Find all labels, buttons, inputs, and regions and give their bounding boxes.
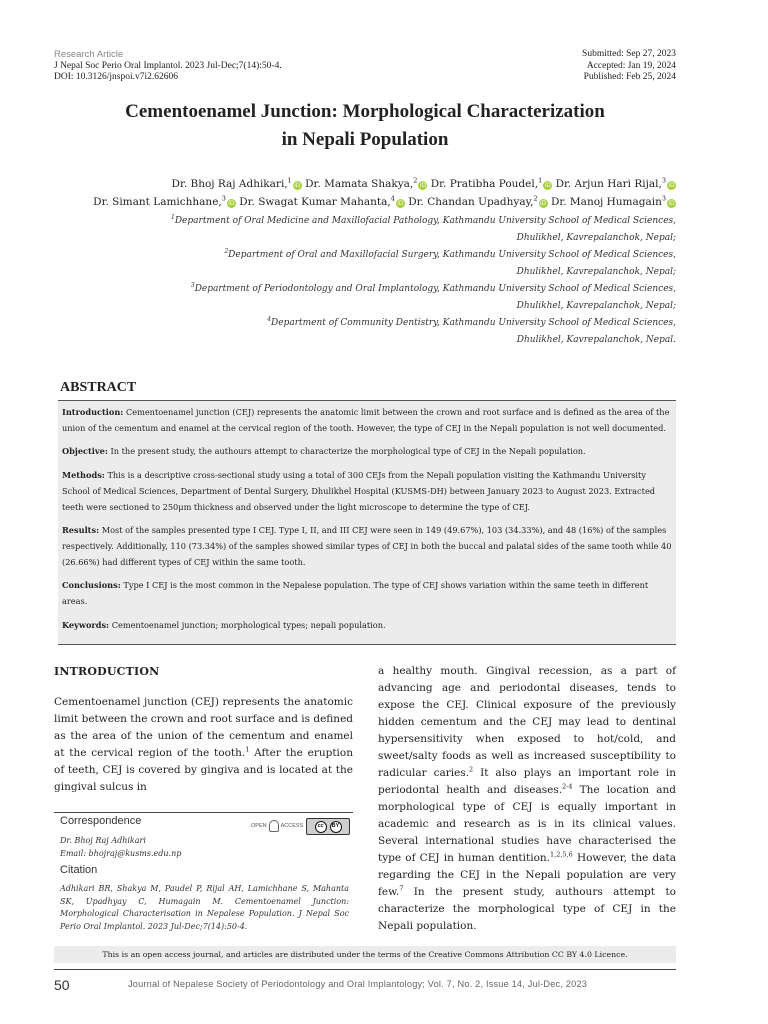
affiliation-list: [56, 213, 676, 349]
footer-divider: [54, 969, 676, 970]
reference-link[interactable]: 7: [399, 884, 404, 893]
journal-footer: Journal of Nepalese Society of Periodontology and Oral Implantology; Vol. 7, No. 2, Issue 14, Jul-Dec, 2023: [128, 979, 588, 989]
author: Dr. Swagat Kumar Mahanta,$^4$iD: [239, 194, 404, 208]
dates: [582, 49, 676, 84]
submitted-date: Submitted: Sep 27, 2023: [582, 49, 676, 59]
orcid-icon[interactable]: iD: [397, 200, 404, 207]
article-type: Research Article: [54, 49, 124, 60]
author-list: [26, 175, 676, 211]
author: Dr. Mamata Shakya,$^2$iD: [305, 176, 427, 190]
reference-link[interactable]: 1: [245, 745, 250, 754]
correspondence-email[interactable]: Email: bhojraj@kusms.edu.np: [60, 849, 182, 858]
title-line-1: Cementoenamel Junction: Morphological Characterization: [125, 101, 605, 122]
citation-line: J Nepal Soc Perio Oral Implantol. 2023 Jul-Dec;7(14):50-4.: [54, 60, 282, 71]
orcid-icon[interactable]: iD: [668, 182, 675, 189]
introduction-heading: INTRODUCTION: [54, 665, 160, 678]
by-icon: BY: [330, 821, 342, 833]
author: Dr. Chandan Upadhyay,$^2$iD: [408, 194, 547, 208]
abstract-methods: Methods: This is a descriptive cross-sectional study using a total of 300 CEJs from the Nepali population visiting the Kathmandu University School of Medical Sciences, Department of Dental Surgery, Dhulikhel Hospital (KUSMS-DH) between January 2023 to August 2023. Extracted teeth were sectioned to 250μm thickness and observed under the light microscope to determine the type of CEJ.: [62, 470, 656, 512]
intro-right-column: a healthy mouth. Gingival recession, as a part of advancing age and periodontal diseases, tends to expose the CEJ. Clinical exposure of the previously hidden cementum and the CEJ may lead to dentinal hypersensitivity when exposed to hot/cold, and sweet/salty foods as well as increased susceptibility to radicular caries.$^2$ It also plays an important role in periodontal health and diseases.$^{2-4}$ The location and morphological type of CEJ is equally important in academic and research as is in its clinical values. Several international studies have characterised the type of CEJ in human dentition.$^{1,2,5,6}$ However, the data regarding the CEJ in the Nepali population are very few.$^7$ In the present study, authours attempt to characterize the morphological type of CEJ in the Nepali population.: [378, 665, 676, 932]
abstract-heading: ABSTRACT: [60, 380, 137, 395]
orcid-icon[interactable]: iD: [294, 182, 301, 189]
citation-text: Adhikari BR, Shakya M, Paudel P, Rijal AH, Lamichhane S, Mahanta SK, Upadhyay C, Humagain M. Cementoenamel Junction: Morphological Characterisation in Nepalese Population. J Nepal Soc Perio Oral Implantol. 2023 Jul-Dec;7(14):50-4.: [60, 884, 349, 931]
abstract-box: [58, 400, 676, 645]
author: Dr. Pratibha Poudel,$^1$iD: [430, 176, 551, 190]
orcid-icon[interactable]: iD: [539, 200, 547, 207]
correspondence-details: [60, 834, 181, 860]
orcid-icon[interactable]: iD: [419, 182, 427, 189]
cc-icon: cc: [315, 821, 327, 833]
correspondence-name: Dr. Bhoj Raj Adhikari: [60, 836, 146, 845]
abstract-objective: Objective: In the present study, the authours attempt to characterize the morphological type of CEJ in the Nepali population.: [62, 446, 586, 457]
correspondence-heading: Correspondence: [60, 815, 142, 827]
open-access-badge: OPEN ACCESS: [251, 820, 303, 832]
author: Dr. Arjun Hari Rijal,$^3$iD: [555, 176, 675, 190]
doi[interactable]: DOI: 10.3126/jnspoi.v7i2.62606: [54, 72, 179, 82]
abstract-conclusions: Conclusions: Type I CEJ is the most common in the Nepalese population. The type of CEJ shows variation within the same teeth in different areas.: [62, 580, 649, 607]
published-date: Published: Feb 25, 2024: [583, 72, 676, 82]
correspondence-divider: [54, 812, 353, 813]
open-lock-icon: [269, 820, 279, 832]
author: Dr. Manoj Humagain$^3$iD: [550, 194, 675, 208]
abstract-keywords: Keywords: Cementoenamel junction; morphological types; nepali population.: [62, 619, 386, 630]
intro-left-column: Cementoenamel junction (CEJ) represents the anatomic limit between the crown and root surface and is defined as the area of the union of the cementum and enamel at the cervical region of the tooth.$^1$ After the eruption of teeth, CEJ is covered by gingiva and is located at the gingival sulcus in: [54, 696, 353, 793]
paper-title: [60, 98, 670, 154]
reference-link[interactable]: 2: [469, 765, 474, 774]
page-number: 50: [54, 977, 70, 993]
license-notice: This is an open access journal, and articles are distributed under the terms of the Creative Commons Attribution CC BY 4.0 Licence.: [54, 946, 676, 963]
article-meta: [54, 49, 282, 84]
orcid-icon[interactable]: iD: [668, 200, 675, 207]
abstract-results: Results: Most of the samples presented type I CEJ. Type I, II, and III CEJ were seen in 149 (49.67%), 103 (34.33%), and 48 (16%) of the samples respectively. Additionally, 110 (73.34%) of the samples showed similar types of CEJ in both the buccal and palatal sides of the same tooth while 40 (26.66%) had different types of CEJ within the same tooth.: [62, 525, 672, 567]
affiliation: $^3$Department of Periodontology and Oral Implantology, Kathmandu University School of Medical Sciences, Dhulikhel, Kavrepalanchok, Nepal;: [190, 282, 676, 311]
accepted-date: Accepted: Jan 19, 2024: [586, 60, 676, 71]
affiliation: $^1$Department of Oral Medicine and Maxillofacial Pathology, Kathmandu University School of Medical Sciences, Dhulikhel, Kavrepalanchok, Nepal;: [171, 214, 676, 243]
abstract-introduction: Introduction: Cementoenamel junction (CEJ) represents the anatomic limit between the crown and root surface and is defined as the area of the union of the cementum and enamel at the cervical region of the tooth. However, the type of CEJ in the Nepali population is not well documented.: [62, 407, 670, 433]
affiliation: $^2$Department of Oral and Maxillofacial Surgery, Kathmandu University School of Medical Sciences, Dhulikhel, Kavrepalanchok, Nepal;: [224, 248, 676, 277]
affiliation: $^4$Department of Community Dentistry, Kathmandu University School of Medical Sciences, Dhulikhel, Kavrepalanchok, Nepal.: [267, 316, 676, 345]
reference-link[interactable]: 1,2,5,6: [550, 850, 573, 859]
author: Dr. Bhoj Raj Adhikari,$^1$iD: [171, 176, 301, 190]
citation-heading: Citation: [60, 864, 98, 876]
orcid-icon[interactable]: iD: [544, 182, 551, 189]
author: Dr. Simant Lamichhane,$^3$iD: [93, 194, 235, 208]
reference-link[interactable]: 2-4: [562, 782, 573, 791]
orcid-icon[interactable]: iD: [228, 200, 235, 207]
cc-by-badge[interactable]: [306, 818, 350, 835]
title-line-2: in Nepali Population: [281, 129, 449, 150]
